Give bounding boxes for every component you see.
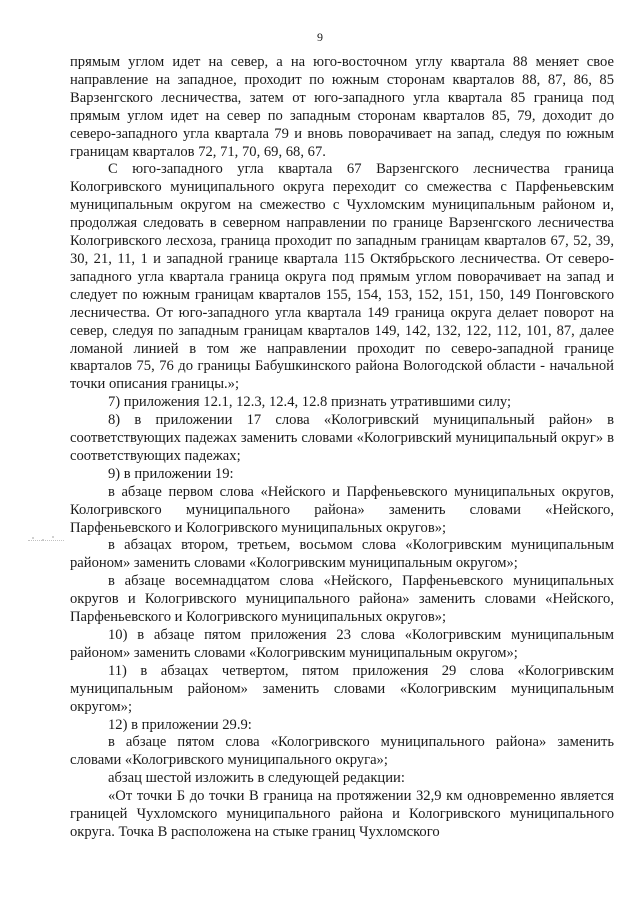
item-12-clause-2: абзац шестой изложить в следующей редакции:	[108, 770, 405, 787]
page-number: 9	[317, 30, 323, 44]
scan-artifact	[28, 540, 64, 547]
document-body	[70, 54, 614, 842]
item-9-clause-2: в абзацах втором, третьем, восьмом слова «Кологривским муниципальным районом» заменить словами «Кологривским муниципальным округом»;	[70, 537, 614, 572]
item-12: 12) в приложении 29.9:	[108, 716, 252, 733]
item-9: 9) в приложении 19:	[108, 465, 234, 482]
item-7: 7) приложения 12.1, 12.3, 12.4, 12.8 признать утратившими силу;	[108, 394, 512, 411]
item-9-clause-1: в абзаце первом слова «Нейского и Парфеньевского муниципальных округов, Кологривского муниципального района» заменить словами «Нейского, Парфеньевского и Кологривского муниципальных округов»;	[70, 483, 614, 536]
item-11: 11) в абзацах четвертом, пятом приложения 29 слова «Кологривским муниципальным районом» заменить словами «Кологривским муниципальным округом»;	[70, 662, 614, 715]
item-8: 8) в приложении 17 слова «Кологривский муниципальный район» в соответствующих падежах заменить словами «Кологривский муниципальный округ» в соответствующих падежах;	[70, 412, 614, 464]
paragraph-boundary-description: С юго-западного угла квартала 67 Варзенгского лесничества граница Кологривского муниципального округа переходит со смежества с Парфеньевским муниципальным округом на смежество с Чухломским муниципальным районом и, продолжая следовать в северном направлении по границе Варзенгского лесничества Кологривского лесхоза, граница проходит по западным границам кварталов 67, 52, 39, 30, 21, 11, 1 и западной границе квартала 115 Октябрьского лесничества. От северо-западного угла квартала граница округа под прямым углом поворачивает на запад и следует по южным границам кварталов 155, 154, 153, 152, 151, 150, 149 Понговского лесничества. От юго-западного угла квартала 149 граница округа делает поворот на север, следуя по западным границам кварталов 149, 142, 132, 122, 112, 101, 87, далее ломаной линией в том же направлении проходит по северо-западной границе кварталов 75, 76 до границы Бабушкинского района Вологодской области - начальной точки описания границы.»;	[70, 161, 614, 393]
item-10: 10) в абзаце пятом приложения 23 слова «Кологривским муниципальным районом» заменить словами «Кологривским муниципальным округом»;	[70, 627, 614, 661]
paragraph-continuation: прямым углом идет на север, а на юго-восточном углу квартала 88 меняет свое направление на западное, проходит по южным сторонам кварталов 88, 87, 86, 85 Варзенгского лесничества, затем от юго-западного угла квартала 85 граница под прямым углом идет на север по западным сторонам кварталов 85, 79, доходит до северо-западного угла квартала 79 и вновь поворачивает на запад, следуя по южным границам кварталов 72, 71, 70, 69, 68, 67.	[70, 54, 614, 160]
item-9-clause-3: в абзаце восемнадцатом слова «Нейского, Парфеньевского муниципальных округов и Кологривского муниципального района» заменить словами «Нейского, Парфеньевского и Кологривского муниципальных округов»;	[70, 573, 614, 626]
item-12-clause-1: в абзаце пятом слова «Кологривского муниципального района» заменить словами «Кологривского муниципального округа»;	[70, 734, 614, 769]
quoted-new-text: «От точки Б до точки В граница на протяжении 32,9 км одновременно является границей Чухломского муниципального района и Кологривского муниципального округа. Точка В расположена на стыке границ Чухломского	[70, 788, 614, 840]
